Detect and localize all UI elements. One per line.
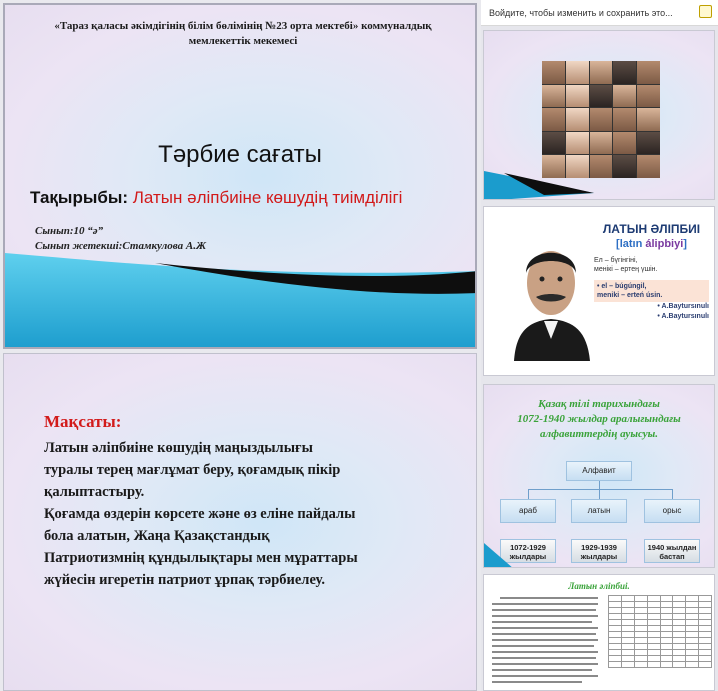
- goal-line: бола алатын, Жаңа Қазақстандық: [44, 528, 270, 544]
- alphabet-heading: ЛАТЫН ӘЛІПБИІ: [602, 222, 701, 236]
- signature-line: • A.Baytursınulı: [657, 313, 709, 320]
- period-box: 1072-1929 жылдары: [500, 539, 556, 563]
- slide-thumbnail-history[interactable]: [483, 384, 715, 568]
- latin-heading-part: ]: [683, 238, 687, 250]
- branch-box: орыс: [644, 499, 700, 523]
- latin-table-heading: Латын әліпбиі.: [568, 581, 630, 591]
- decorative-wave: [5, 253, 477, 349]
- goal-heading: Мақсаты:: [44, 412, 122, 431]
- goal-line: жүйесін игеретін патриот ұрпақ тәрбиелеу.: [44, 572, 325, 588]
- goal-line: Қоғамда өздерін көрсете және өз еліне пайдалы: [44, 506, 356, 522]
- history-heading: [484, 397, 714, 442]
- class-photo-collage: [542, 61, 660, 178]
- quote-line: менікі – ертең үшін.: [594, 266, 658, 273]
- class-line: Сынып:10 “ә”: [35, 225, 104, 237]
- branch-box: латын: [571, 499, 627, 523]
- goal-line: туралы терең мағлұмат беру, қоғамдық пікір: [44, 462, 341, 478]
- quote-line: meniki – erteń úsin.: [597, 292, 663, 299]
- goal-text: [44, 437, 454, 591]
- banner-close-icon[interactable]: [699, 5, 712, 18]
- slide-thumbnail-alphabet[interactable]: [483, 206, 715, 376]
- organization-name: «Тараз қаласы әкімдігінің білім бөлімінің №23 орта мектебі» коммуналдық мемлекеттік мекемесі: [54, 20, 432, 47]
- decorative-wave: [484, 171, 715, 200]
- heading-line: алфавиттердің ауысуы.: [539, 428, 659, 440]
- topic-label: Тақырыбы:: [30, 188, 129, 207]
- slide-thumbnail-panel: [481, 0, 718, 691]
- goal-line: Патриотизмнің құндылықтары мен мұраттары: [44, 550, 358, 566]
- class-info: [35, 224, 206, 254]
- latin-heading-part: álipbiyi: [645, 238, 684, 250]
- latin-heading: [594, 238, 709, 250]
- goal-slide: [3, 353, 477, 691]
- topic-value: Латын әліпбиіне көшудің тиімділігі: [132, 188, 403, 207]
- decorative-wave: [484, 533, 715, 568]
- signature: [594, 302, 709, 322]
- latin-heading-part: [latın: [616, 238, 646, 250]
- goal-line: Латын әліпбиіне көшудің маңыздылығы: [44, 440, 313, 456]
- alphabet-root-box: Алфавит: [566, 461, 632, 481]
- connector-line: [672, 489, 673, 499]
- goal-line: қалыптастыру.: [44, 484, 145, 500]
- signature-line: • A.Baytursınulı: [657, 303, 709, 310]
- teacher-line: Сынып жетекшi:Стамкулова А.Ж: [35, 240, 207, 252]
- slide-thumbnail-latin-table[interactable]: [483, 574, 715, 691]
- body-text-lines: [492, 595, 602, 685]
- period-box: 1929-1939 жылдары: [571, 539, 627, 563]
- banner-text: Войдите, чтобы изменить и сохранить это...: [489, 8, 673, 18]
- connector-line: [528, 489, 672, 490]
- period-box: 1940 жылдан бастап: [644, 539, 700, 563]
- alphabet-panel: [594, 223, 709, 322]
- topic-line: [30, 188, 402, 208]
- quote-latin: [594, 280, 709, 302]
- quote-line: Ел – бүгінгіні,: [594, 257, 638, 264]
- heading-line: 1072-1940 жылдар аралығындағы: [517, 413, 681, 425]
- slide-title: Тәрбие сағаты: [158, 141, 322, 168]
- branch-box: араб: [500, 499, 556, 523]
- heading-line: Қазақ тілі тарихындағы: [538, 398, 660, 410]
- quote-cyrillic: [594, 256, 709, 274]
- baytursynuly-portrait: [504, 221, 599, 361]
- connector-line: [599, 481, 600, 489]
- connector-line: [528, 489, 529, 499]
- sign-in-banner[interactable]: [481, 0, 718, 26]
- title-slide: [3, 3, 477, 349]
- alphabet-table: [608, 595, 712, 668]
- slide-thumbnail-photos[interactable]: [483, 30, 715, 200]
- quote-line: • el – búgúngil,: [597, 283, 647, 290]
- connector-line: [599, 489, 600, 499]
